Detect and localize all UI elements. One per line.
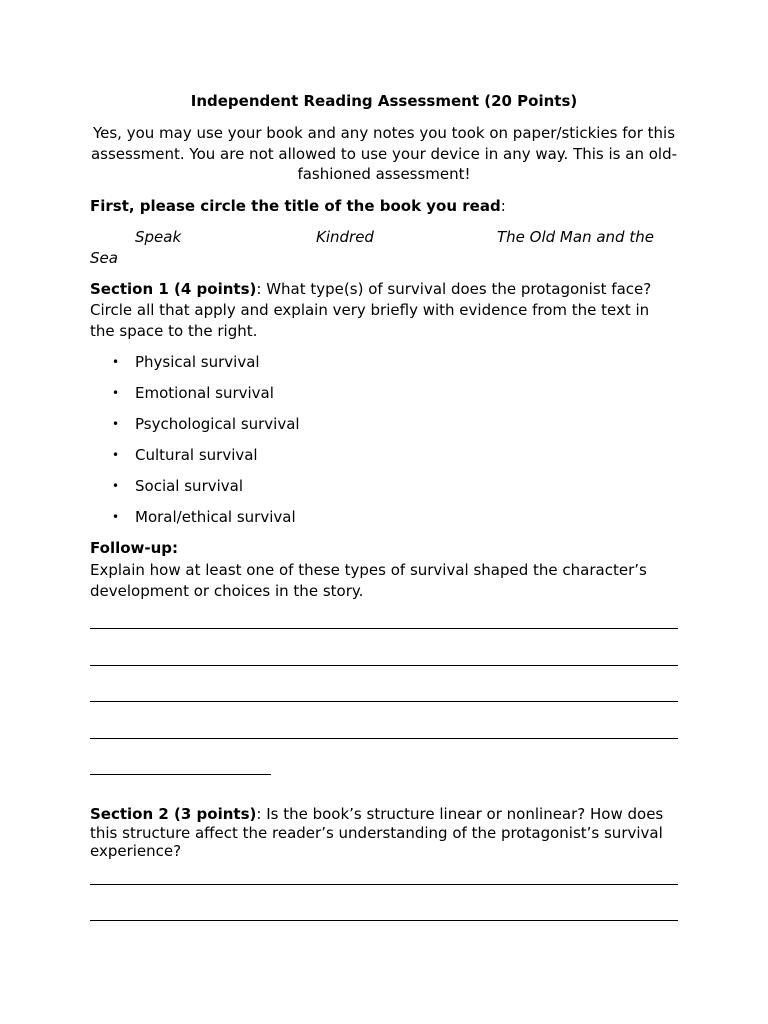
answer-line[interactable]: [90, 628, 678, 629]
section-2-heading: Section 2 (3 points): [90, 805, 257, 823]
bullet-icon: •: [112, 510, 120, 524]
bullet-icon: •: [112, 386, 120, 400]
survival-option-label: Social survival: [135, 477, 244, 495]
intro-instructions: Yes, you may use your book and any notes you took on paper/stickies for this assessment. You are not allowed to use your device in any way. This is an old-fashioned assessment!: [90, 124, 678, 183]
answer-line[interactable]: [90, 920, 678, 921]
section-2-text: : Is the book’s structure linear or nonlinear? How does this structure affect the reader’s understanding of the protagonist’s survival experience?: [90, 805, 664, 860]
circle-prompt-suffix: :: [500, 197, 506, 215]
survival-option-label: Moral/ethical survival: [135, 508, 296, 526]
book-option-kindred[interactable]: Kindred: [316, 228, 374, 246]
survival-option-label: Physical survival: [135, 353, 260, 371]
answer-line[interactable]: [90, 738, 678, 739]
circle-prompt-bold: First, please circle the title of the book you read: [90, 197, 501, 215]
bullet-icon: •: [112, 355, 120, 369]
answer-line[interactable]: [90, 665, 678, 666]
followup-heading: Follow-up:: [90, 539, 179, 557]
book-option-old-man-and-the-sea[interactable]: The Old Man and the: [497, 228, 654, 246]
list-item[interactable]: [90, 507, 650, 538]
list-item[interactable]: [90, 383, 650, 414]
survival-option-label: Emotional survival: [135, 384, 274, 402]
section-2-prompt: [90, 805, 680, 861]
list-item[interactable]: [90, 476, 650, 507]
list-item[interactable]: [90, 414, 650, 445]
answer-line[interactable]: [90, 774, 271, 775]
survival-option-label: Cultural survival: [135, 446, 258, 464]
bullet-icon: •: [112, 448, 120, 462]
list-item[interactable]: [90, 445, 650, 476]
book-option-speak[interactable]: Speak: [135, 228, 182, 246]
bullet-icon: •: [112, 417, 120, 431]
circle-title-prompt: [90, 196, 678, 216]
answer-line[interactable]: [90, 884, 678, 885]
bullet-icon: •: [112, 479, 120, 493]
book-option-old-man-and-the-sea-cont[interactable]: Sea: [90, 248, 118, 267]
section-1-prompt: [90, 279, 670, 342]
answer-line[interactable]: [90, 701, 678, 702]
section-1-text: : What type(s) of survival does the protagonist face? Circle all that apply and explain very briefly with evidence from the text in the space to the right.: [90, 280, 652, 340]
page-title: Independent Reading Assessment (20 Points): [190, 92, 578, 110]
followup-text: Explain how at least one of these types of survival shaped the character’s development or choices in the story.: [90, 561, 647, 600]
section-1-heading: Section 1 (4 points): [90, 280, 257, 298]
survival-type-list: [90, 352, 650, 538]
survival-option-label: Psychological survival: [135, 415, 300, 433]
list-item[interactable]: [90, 352, 650, 383]
